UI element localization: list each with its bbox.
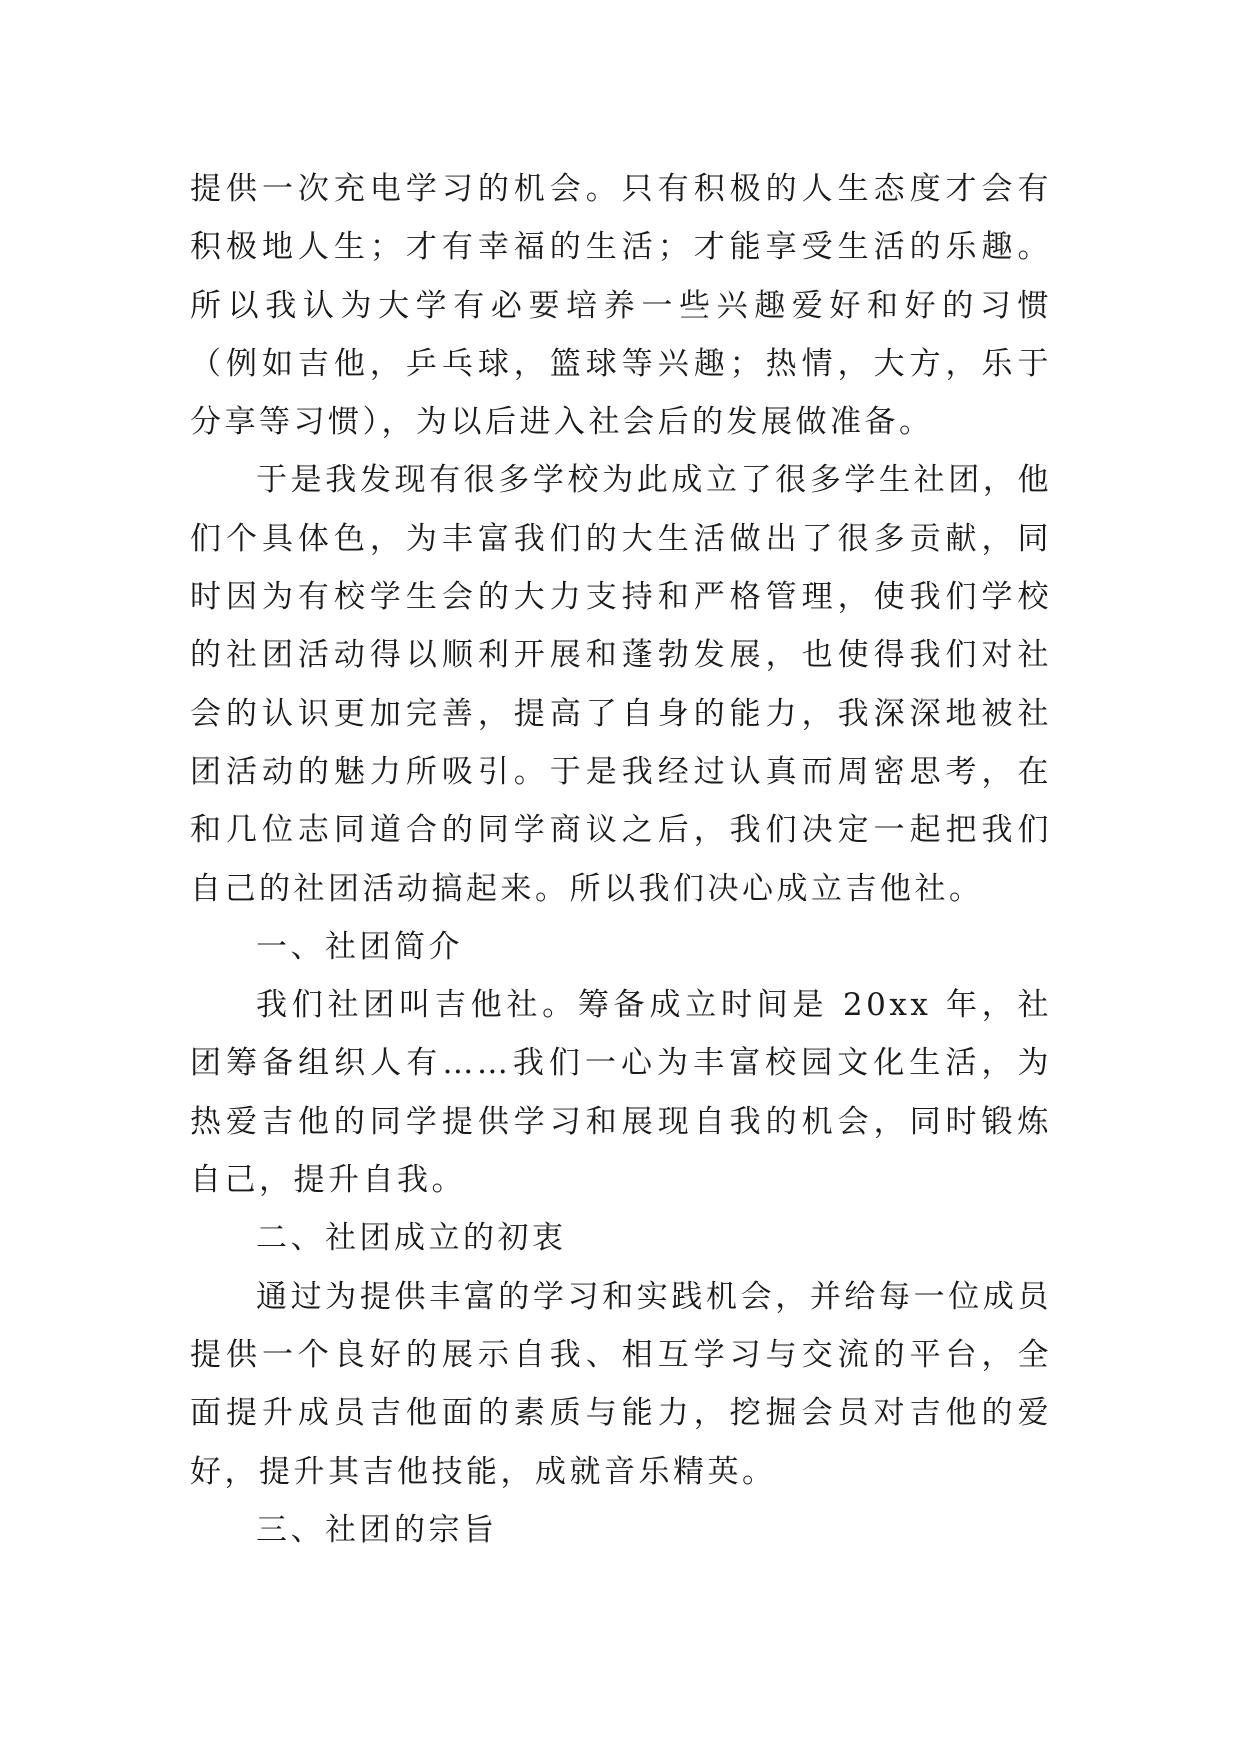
section-heading-purpose: 二、社团成立的初衷 (256, 1220, 567, 1257)
paragraph-club-intro: 我们社团叫吉他社。筹备成立时间是 20xx 年，社团筹备组织人有……我们一心为丰富校园文化生活，为热爱吉他的同学提供学习和展现自我的机会，同时锻炼自己，提升自我。 (190, 987, 1052, 1199)
section-heading-aim: 三、社团的宗旨 (256, 1511, 498, 1548)
paragraph-club-purpose: 通过为提供丰富的学习和实践机会，并给每一位成员提供一个良好的展示自我、相互学习与交流的平台，全面提升成员吉他面的素质与能力，挖掘会员对吉他的爱好，提升其吉他技能，成就音乐精英。 (190, 1278, 1052, 1490)
section-heading-intro: 一、社团简介 (256, 928, 463, 965)
paragraph-intro-continuation: 提供一次充电学习的机会。只有积极的人生态度才会有积极地人生；才有幸福的生活；才能享受生活的乐趣。所以我认为大学有必要培养一些兴趣爱好和好的习惯（例如吉他，乒乓球，篮球等兴趣；热情，大方，乐于分享等习惯），为以后进入社会后的发展做准备。 (190, 171, 1052, 441)
document-body (190, 160, 1052, 1559)
paragraph-motivation: 于是我发现有很多学校为此成立了很多学生社团，他们个具体色，为丰富我们的大生活做出了很多贡献，同时因为有校学生会的大力支持和严格管理，使我们学校的社团活动得以顺利开展和蓬勃发展，也使得我们对社会的认识更加完善，提高了自身的能力，我深深地被社团活动的魅力所吸引。于是我经过认真而周密思考，在和几位志同道合的同学商议之后，我们决定一起把我们自己的社团活动搞起来。所以我们决心成立吉他社。 (190, 462, 1052, 907)
